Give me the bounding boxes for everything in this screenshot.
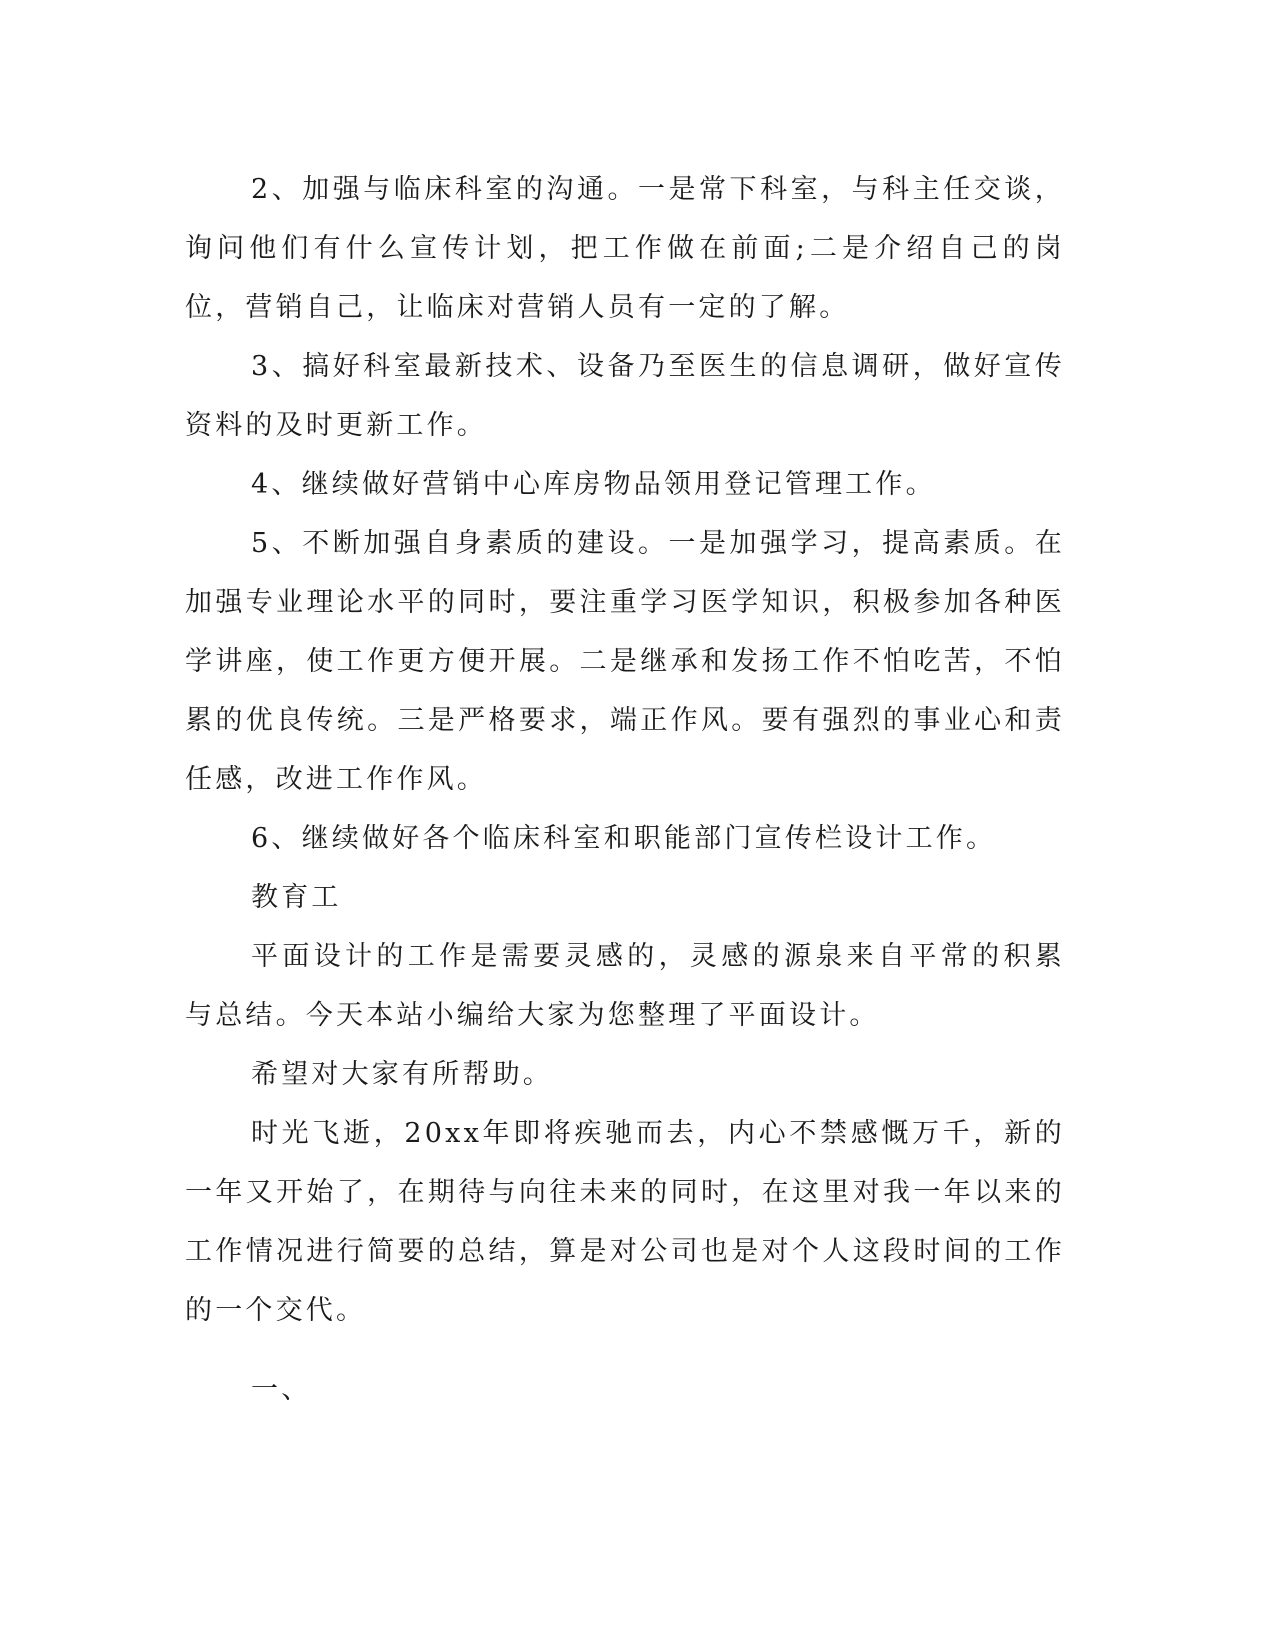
paragraph-5-self-improvement: 5、不断加强自身素质的建设。一是加强学习，提高素质。在加强专业理论水平的同时，要注重学习医学知识，积极参加各种医学讲座，使工作更方便开展。二是继承和发扬工作不怕吃苦，不怕累的优良传统。三是严格要求，端正作风。要有强烈的事业心和责任感，改进工作作风。 [185,528,1065,795]
paragraph-2-communication: 2、加强与临床科室的沟通。一是常下科室，与科主任交谈，询问他们有什么宣传计划，把工作做在前面;二是介绍自己的岗位，营销自己，让临床对营销人员有一定的了解。 [185,174,1065,323]
paragraph-hope-helpful: 希望对大家有所帮助。 [251,1059,553,1090]
paragraph-6-bulletin: 6、继续做好各个临床科室和职能部门宣传栏设计工作。 [251,823,997,854]
document-body [185,160,1065,1419]
paragraph-education-heading: 教育工 [251,882,342,913]
paragraph-3-research: 3、搞好科室最新技术、设备乃至医生的信息调研，做好宣传资料的及时更新工作。 [185,351,1065,441]
paragraph-4-storage: 4、继续做好营销中心库房物品领用登记管理工作。 [251,469,936,500]
paragraph-graphic-design-intro: 平面设计的工作是需要灵感的，灵感的源泉来自平常的积累与总结。今天本站小编给大家为您整理了平面设计。 [185,941,1065,1031]
section-heading-one: 一、 [251,1374,312,1405]
paragraph-year-summary: 时光飞逝，20xx年即将疾驰而去，内心不禁感慨万千，新的一年又开始了，在期待与向往未来的同时，在这里对我一年以来的工作情况进行简要的总结，算是对公司也是对个人这段时间的工作的一个交代。 [185,1118,1065,1326]
section-spacer [185,1340,1065,1360]
